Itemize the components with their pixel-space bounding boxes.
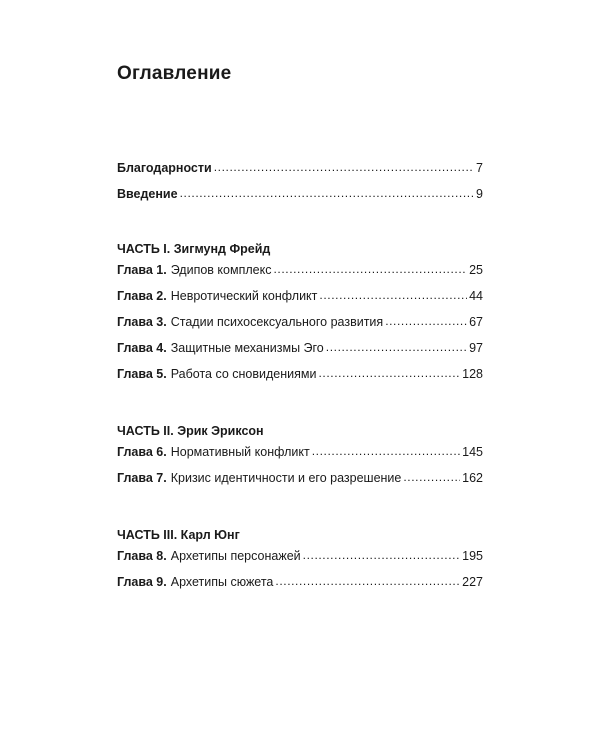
dot-leader — [303, 548, 461, 560]
chapter-title: Работа со сновидениями — [170, 367, 317, 381]
chapter-title: Кризис идентичности и его разрешение — [170, 471, 402, 485]
part-heading-jung: ЧАСТЬ III. Карл Юнг — [117, 528, 240, 542]
toc-entry-page: 97 — [469, 341, 483, 355]
toc-entry-chapter-6[interactable] — [117, 444, 483, 470]
toc-entry-page: 67 — [469, 315, 483, 329]
table-of-contents — [117, 160, 483, 600]
toc-entry-chapter-7[interactable] — [117, 470, 483, 496]
toc-entry-label: Благодарности — [117, 161, 212, 175]
chapter-prefix: Глава 4. — [117, 341, 167, 355]
dot-leader — [385, 314, 467, 326]
toc-entry-page: 128 — [462, 367, 483, 381]
toc-entry-chapter-9[interactable] — [117, 574, 483, 600]
page-title: Оглавление — [117, 63, 232, 84]
chapter-prefix: Глава 2. — [117, 289, 167, 303]
part-heading-erikson: ЧАСТЬ II. Эрик Эриксон — [117, 424, 264, 438]
dot-leader — [273, 262, 467, 274]
toc-entry-page: 227 — [462, 575, 483, 589]
dot-leader — [180, 186, 474, 198]
chapter-prefix: Глава 7. — [117, 471, 167, 485]
chapter-title: Невротический конфликт — [170, 289, 318, 303]
toc-entry-page: 9 — [476, 187, 483, 201]
chapter-prefix: Глава 1. — [117, 263, 167, 277]
chapter-prefix: Глава 6. — [117, 445, 167, 459]
toc-entry-acknowledgements[interactable] — [117, 160, 483, 186]
toc-entry-page: 25 — [469, 263, 483, 277]
chapter-title: Архетипы сюжета — [170, 575, 274, 589]
toc-entry-page: 44 — [469, 289, 483, 303]
dot-leader — [312, 444, 460, 456]
toc-entry-chapter-4[interactable] — [117, 340, 483, 366]
chapter-title: Архетипы персонажей — [170, 549, 301, 563]
chapter-title: Нормативный конфликт — [170, 445, 310, 459]
toc-entry-chapter-8[interactable] — [117, 548, 483, 574]
dot-leader — [214, 160, 474, 172]
toc-entry-chapter-3[interactable] — [117, 314, 483, 340]
chapter-prefix: Глава 5. — [117, 367, 167, 381]
toc-entry-page: 195 — [462, 549, 483, 563]
part-heading-freud: ЧАСТЬ I. Зигмунд Фрейд — [117, 242, 271, 256]
toc-entry-page: 145 — [462, 445, 483, 459]
toc-entry-introduction[interactable] — [117, 186, 483, 212]
toc-entry-page: 162 — [462, 471, 483, 485]
chapter-prefix: Глава 3. — [117, 315, 167, 329]
chapter-prefix: Глава 8. — [117, 549, 167, 563]
dot-leader — [403, 470, 460, 482]
toc-entry-page: 7 — [476, 161, 483, 175]
chapter-prefix: Глава 9. — [117, 575, 167, 589]
dot-leader — [275, 574, 460, 586]
dot-leader — [319, 288, 467, 300]
chapter-title: Защитные механизмы Эго — [170, 341, 324, 355]
chapter-title: Эдипов комплекс — [170, 263, 272, 277]
chapter-title: Стадии психосексуального развития — [170, 315, 384, 329]
dot-leader — [326, 340, 467, 352]
toc-entry-label: Введение — [117, 187, 178, 201]
toc-entry-chapter-5[interactable] — [117, 366, 483, 392]
dot-leader — [318, 366, 460, 378]
toc-entry-chapter-2[interactable] — [117, 288, 483, 314]
toc-entry-chapter-1[interactable] — [117, 262, 483, 288]
